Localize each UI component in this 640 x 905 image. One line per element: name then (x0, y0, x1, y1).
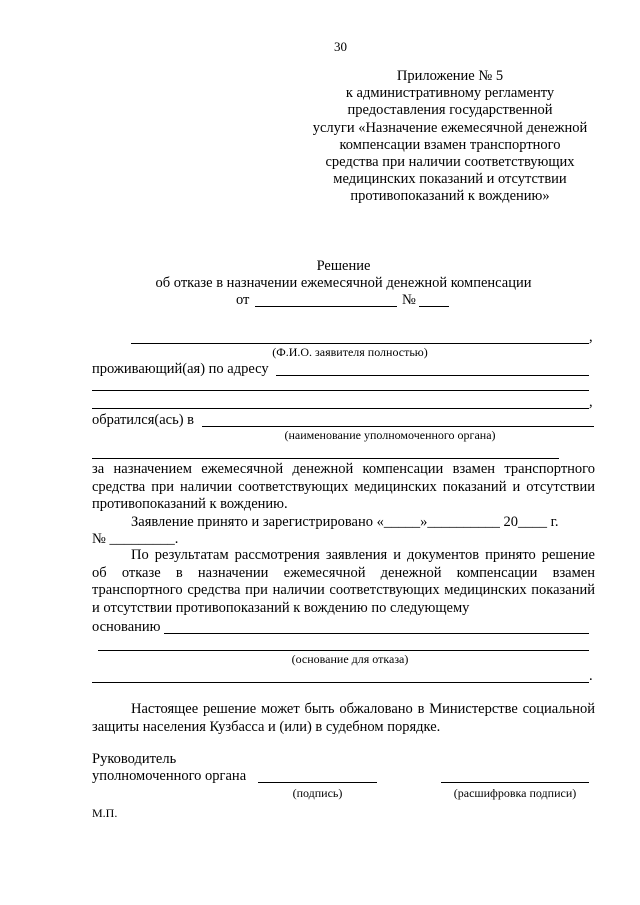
comma: , (589, 394, 593, 410)
appendix-line: компенсации взамен транспортного (339, 137, 561, 153)
decision-paragraph: По результатам рассмотрения заявления и документов принято решение об отказе в назначении ежемесячной денежной компенсации взамен транспортного средства при наличии соответствующих медицинских показаний и отсутствии противопоказаний к вождению по следующему (92, 547, 595, 616)
address-field-1[interactable] (276, 375, 589, 376)
residing-label: проживающий(ая) по адресу (92, 361, 269, 377)
fio-caption: (Ф.И.О. заявителя полностью) (272, 345, 428, 359)
registered-text: Заявление принято и зарегистрировано «_____»__________ 20____ г. (131, 514, 559, 530)
address-field-2[interactable] (92, 390, 589, 391)
appendix-line: противопоказаний к вождению» (350, 188, 550, 204)
document-subtitle: об отказе в назначении ежемесячной денежной компенсации (155, 275, 532, 291)
address-field-3[interactable] (92, 408, 589, 409)
basis-field-1[interactable] (164, 633, 589, 634)
applicant-name-field[interactable] (131, 343, 589, 344)
basis-field-2[interactable] (98, 650, 589, 651)
appendix-line: средства при наличии соответствующих (325, 154, 575, 170)
organ-field-2[interactable] (92, 458, 559, 459)
appendix-line: предоставления государственной (347, 102, 553, 118)
number-field[interactable] (419, 306, 449, 307)
decoding-caption: (расшифровка подписи) (453, 786, 577, 800)
appendix-title: Приложение № 5 (396, 68, 504, 84)
purpose-paragraph: за назначением ежемесячной денежной компенсации взамен транспортного средства при наличии соответствующих медицинских показаний и отсутствии противопоказаний к вождению. (92, 461, 595, 512)
date-prefix: от (236, 292, 250, 308)
organ-caption: (наименование уполномоченного органа) (284, 428, 496, 442)
date-field[interactable] (255, 306, 397, 307)
comma: , (589, 329, 593, 345)
head-label: Руководитель (92, 751, 177, 767)
period: . (589, 668, 593, 684)
appendix-line: услуги «Назначение ежемесячной денежной (312, 120, 588, 136)
appendix-line: медицинских показаний и отсутствии (333, 171, 567, 187)
stamp-label: М.П. (92, 806, 118, 820)
signature-caption: (подпись) (292, 786, 343, 800)
signature-field[interactable] (258, 782, 377, 783)
applied-label: обратился(ась) в (92, 412, 194, 428)
organ-label: уполномоченного органа (92, 768, 247, 784)
number-sign: № (402, 292, 416, 308)
appendix-line: к административному регламенту (345, 85, 555, 101)
decoding-field[interactable] (441, 782, 589, 783)
organ-field[interactable] (202, 426, 594, 427)
document-title: Решение (316, 258, 371, 274)
basis-label: основанию (92, 619, 161, 635)
appeal-paragraph: Настоящее решение может быть обжаловано в Министерстве социальной защиты населения Кузбасса и (или) в судебном порядке. (92, 701, 595, 735)
basis-caption: (основание для отказа) (291, 652, 409, 666)
basis-field-3[interactable] (92, 682, 589, 683)
page-number: 30 (334, 39, 347, 54)
registered-number: № _________. (92, 531, 179, 547)
